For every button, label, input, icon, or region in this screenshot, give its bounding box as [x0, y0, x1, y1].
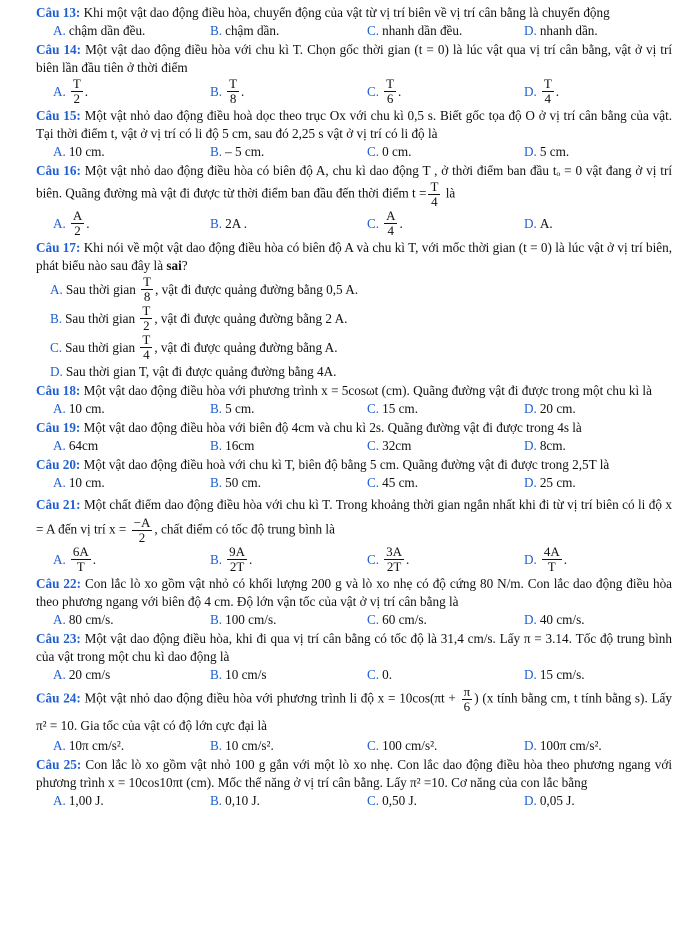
fraction-denominator: 4 [143, 347, 150, 362]
option-text: 10π cm/s². [68, 738, 125, 753]
question-text: Con lắc lò xo gồm vật nhỏ có khối lượng 200 g và lò xo nhẹ có độ cứng 80 N/m. Con lắc dao động điều hòa theo phương ngang với biên độ 4 cm. Độ lớn vận tốc của vật ở vị trí cân bằng là [36, 576, 673, 609]
option-text: 50 cm. [225, 475, 261, 490]
option-a [36, 666, 193, 684]
question-text: Con lắc lò xo gồm vật nhỏ 100 g gắn với một lò xo nhẹ. Con lắc dao động điều hòa theo phương ngang với phương trình x = 10cos10πt (cm). Mốc thế năng ở vị trí cân bằng. Lấy π² =10. Cơ năng của con lắc bằng [36, 757, 673, 790]
option-suffix: . [92, 551, 97, 567]
option-label: A. [53, 475, 66, 490]
option-label: C. [367, 438, 380, 453]
option-suffix: . [555, 83, 560, 99]
option-label: D. [524, 793, 537, 808]
question-number: Câu 14: [36, 42, 82, 57]
option-text: 25 cm. [539, 475, 576, 490]
option-text: 8cm. [539, 438, 566, 453]
option-text: 32cm [382, 438, 412, 453]
question-number: Câu 13: [36, 5, 81, 20]
fraction-numerator: T [543, 76, 552, 91]
option-text: 10 cm/s². [225, 738, 274, 753]
option-label: D. [524, 401, 537, 416]
option-label: D. [524, 144, 537, 159]
option-d [507, 143, 667, 161]
option-label: D. [524, 738, 537, 753]
fraction-numerator: T [386, 76, 395, 91]
question-text: Một vật dao động điều hoà với chu kì T, biên độ bằng 5 cm. Quãng đường vật đi được trong 2,5T là [83, 457, 610, 472]
fraction-denominator: T [76, 559, 85, 574]
option-text: nhanh dần đều. [382, 23, 463, 38]
statement-post: , vật đi được quảng đường bằng 2 A. [154, 310, 348, 326]
option-d [507, 437, 667, 455]
statement-post: , vật đi được quảng đường bằng A. [154, 339, 338, 355]
option-c [350, 437, 507, 455]
option-label: A. [53, 438, 66, 453]
option-b [193, 474, 350, 492]
option-label: C. [367, 401, 380, 416]
option-a [36, 143, 193, 161]
option-a [36, 400, 193, 418]
options-25 [36, 792, 672, 810]
option-label: B. [50, 310, 63, 326]
option-label: A. [53, 83, 66, 99]
fraction-denominator: T [547, 559, 556, 574]
question-text: Một vật nhỏ dao động điều hoà dọc theo trục Ox với chu kì 0,5 s. Biết gốc tọa độ O ở vị trí cân bằng của vật. Tại thời điểm t, vật ở vị trí có li độ 5 cm, sau đó 2,25 s vật ở vị trí có li độ là [36, 108, 673, 141]
options-22 [36, 611, 672, 629]
fraction-numerator: 6A [72, 544, 89, 559]
option-suffix: . [86, 215, 90, 231]
option-label: D. [50, 364, 63, 379]
question-number: Câu 16: [36, 163, 81, 178]
question-number: Câu 24: [36, 690, 81, 706]
fraction [71, 77, 83, 106]
fraction-denominator: 2 [143, 318, 150, 333]
fraction [141, 275, 153, 304]
option-a [36, 22, 193, 40]
option-text: 5 cm. [539, 144, 570, 159]
question-20 [36, 456, 672, 474]
options-18 [36, 400, 672, 418]
option-label: C. [367, 738, 380, 753]
option-c [350, 611, 507, 629]
fraction-numerator: T [142, 332, 151, 347]
option-text: 10 cm. [68, 401, 105, 416]
option-label: C. [367, 475, 380, 490]
options-13 [36, 22, 672, 40]
option-d [507, 22, 667, 40]
question-text: Một chất điểm dao động điều hòa với chu kì T. Trong khoảng thời gian ngắn nhất khi đi từ vị trí biên có li độ x = A đến vị trí [36, 497, 673, 537]
statement-d [36, 362, 672, 382]
fraction [428, 180, 440, 209]
fraction-denominator: 2T [229, 559, 245, 574]
option-label: C. [50, 339, 63, 355]
question-24 [36, 685, 672, 737]
option-b [193, 437, 350, 455]
option-text: 16cm [225, 438, 255, 453]
fraction [132, 516, 153, 545]
options-16 [36, 209, 672, 238]
option-text: chậm dần đều. [68, 23, 146, 38]
option-d [507, 737, 667, 755]
option-a [36, 474, 193, 492]
fraction [71, 209, 84, 238]
statement-c [36, 333, 672, 362]
fraction-denominator: 6 [386, 91, 394, 106]
option-suffix: . [399, 215, 403, 231]
option-text: 20 cm. [539, 401, 576, 416]
question-15 [36, 107, 672, 143]
option-text: 0. [382, 667, 392, 682]
fraction-numerator: T [430, 179, 439, 194]
option-b [193, 400, 350, 418]
fraction-denominator: 2 [74, 223, 81, 238]
option-label: D. [524, 215, 537, 231]
question-number: Câu 17: [36, 240, 81, 255]
emphasis-word: sai [166, 258, 182, 273]
fraction-denominator: 4 [431, 194, 438, 209]
option-b [193, 545, 350, 574]
question-text: Khi một vật dao động điều hòa, chuyển động của vật từ vị trí biên về vị trí cân bằng là chuyển động [83, 5, 610, 20]
option-label: C. [367, 215, 380, 231]
question-16 [36, 162, 672, 209]
option-a [36, 77, 193, 106]
question-text-end: là [445, 185, 456, 201]
statement-pre: Sau thời gian T, vật đi được quảng đường bằng 4A. [65, 364, 337, 379]
fraction [140, 333, 152, 362]
option-text: chậm dần. [225, 23, 280, 38]
option-label: B. [210, 667, 223, 682]
option-suffix: . [248, 551, 253, 567]
option-c [350, 400, 507, 418]
option-b [193, 22, 350, 40]
fraction-denominator: 2T [386, 559, 402, 574]
question-text: Một vật dao động điều hòa, khi đi qua vị trí cân bằng có tốc độ là 31,4 cm/s. Lấy π = 3.14. Tốc độ trung bình của vật trong một chu kì dao động là [36, 631, 672, 664]
question-number: Câu 21: [36, 497, 81, 512]
option-text: 10 cm. [68, 475, 105, 490]
question-text: Một vật nhỏ dao động điều hòa với phương trình li độ x = 10cos(πt + [84, 690, 456, 706]
question-text: Một vật dao động điều hòa với biên độ 4cm và chu kì 2s. Quãng đường vật đi được trong 4s là [83, 420, 582, 435]
option-b [193, 143, 350, 161]
options-19 [36, 437, 672, 455]
option-d [507, 792, 667, 810]
question-text: Một vật dao động điều hòa với phương trình x = 5cosωt (cm). Quãng đường vật đi được trong một chu kì là [83, 383, 652, 398]
question-number: Câu 19: [36, 420, 81, 435]
option-text: 40 cm/s. [539, 612, 585, 627]
question-number: Câu 23: [36, 631, 81, 646]
option-label: A. [53, 793, 66, 808]
option-label: D. [524, 475, 537, 490]
option-label: B. [210, 401, 223, 416]
fraction-numerator: 9A [229, 544, 245, 559]
question-number: Câu 22: [36, 576, 81, 591]
option-label: B. [210, 612, 223, 627]
option-label: A. [53, 215, 66, 231]
question-23 [36, 630, 672, 666]
option-d [507, 474, 667, 492]
options-23 [36, 666, 672, 684]
fraction [71, 545, 91, 574]
fraction-denominator: 8 [143, 289, 151, 304]
option-c [350, 143, 507, 161]
question-number: Câu 15: [36, 108, 81, 123]
question-text-end: , chất điểm có tốc độ trung bình là [154, 521, 335, 537]
fraction-numerator: A [72, 208, 83, 223]
statement-pre: Sau thời gian [65, 281, 136, 297]
option-text: 0,50 J. [382, 793, 417, 808]
fraction [542, 77, 554, 106]
statement-a [36, 275, 672, 304]
option-label: C. [367, 551, 380, 567]
option-text: 10 cm/s [225, 667, 267, 682]
option-b [193, 77, 350, 106]
option-c [350, 792, 507, 810]
options-15 [36, 143, 672, 161]
option-a [36, 209, 193, 238]
option-a [36, 437, 193, 455]
option-d [507, 209, 667, 238]
option-text: – 5 cm. [225, 144, 265, 159]
statement-pre: Sau thời gian [65, 310, 136, 326]
fraction [462, 685, 473, 714]
fraction-denominator: 2 [73, 91, 81, 106]
fraction-numerator: π [463, 684, 471, 699]
option-text: 80 cm/s. [68, 612, 114, 627]
option-c [350, 545, 507, 574]
option-c [350, 737, 507, 755]
statement-post: , vật đi được quảng đường bằng 0,5 A. [155, 281, 359, 297]
option-text: 1,00 J. [68, 793, 104, 808]
option-label: D. [524, 612, 537, 627]
position-expression: x = [109, 521, 127, 537]
option-label: A. [50, 281, 63, 297]
fraction-numerator: T [229, 76, 238, 91]
options-21 [36, 545, 672, 574]
option-b [193, 611, 350, 629]
option-d [507, 611, 667, 629]
question-21 [36, 493, 672, 545]
option-suffix: . [84, 83, 89, 99]
fraction [542, 545, 562, 574]
option-suffix: . [563, 551, 568, 567]
option-text: 15 cm/s. [539, 667, 585, 682]
option-label: A. [53, 23, 66, 38]
option-text: 2A . [225, 215, 248, 231]
option-c [350, 666, 507, 684]
option-label: B. [210, 215, 223, 231]
fraction [140, 304, 152, 333]
option-d [507, 545, 667, 574]
option-text: 0,10 J. [225, 793, 260, 808]
option-a [36, 611, 193, 629]
option-c [350, 209, 507, 238]
option-label: A. [53, 738, 66, 753]
fraction-numerator: T [72, 76, 81, 91]
option-label: C. [367, 144, 380, 159]
option-text: 100π cm/s². [539, 738, 602, 753]
option-suffix: . [241, 83, 245, 99]
option-label: A. [53, 612, 66, 627]
option-label: A. [53, 401, 66, 416]
question-22 [36, 575, 672, 611]
question-text: Khi nói về một vật dao động điều hòa có biên độ A và chu kì T, với mốc thời gian (t = 0) là lúc vật ở vị trí biên, phát biểu nào sau đây là [36, 240, 673, 273]
question-25 [36, 756, 672, 792]
option-suffix: . [398, 83, 402, 99]
option-label: D. [524, 438, 537, 453]
option-text: 5 cm. [225, 401, 255, 416]
option-b [193, 792, 350, 810]
option-suffix: . [405, 551, 410, 567]
option-text: 20 cm/s [68, 667, 111, 682]
option-b [193, 737, 350, 755]
fraction-denominator: 4 [544, 91, 552, 106]
fraction [227, 77, 239, 106]
option-label: C. [367, 793, 380, 808]
option-a [36, 792, 193, 810]
option-label: D. [524, 83, 537, 99]
option-d [507, 77, 667, 106]
option-b [193, 209, 350, 238]
question-14 [36, 41, 672, 77]
option-text: 45 cm. [382, 475, 418, 490]
statement-b [36, 304, 672, 333]
option-label: D. [524, 551, 537, 567]
option-label: C. [367, 612, 380, 627]
option-label: B. [210, 23, 223, 38]
option-a [36, 545, 193, 574]
question-17 [36, 239, 672, 275]
question-number: Câu 20: [36, 457, 81, 472]
fraction-denominator: 2 [138, 530, 146, 545]
question-number: Câu 18: [36, 383, 81, 398]
option-d [507, 666, 667, 684]
option-label: B. [210, 738, 223, 753]
option-b [193, 666, 350, 684]
fraction-numerator: A [386, 208, 396, 223]
option-text: 0 cm. [382, 144, 412, 159]
options-20 [36, 474, 672, 492]
option-d [507, 400, 667, 418]
option-text: 100 cm/s. [225, 612, 277, 627]
fraction [384, 209, 397, 238]
option-label: A. [53, 551, 66, 567]
question-19 [36, 419, 672, 437]
option-a [36, 737, 193, 755]
option-label: B. [210, 793, 223, 808]
option-label: A. [53, 144, 66, 159]
option-text: 0,05 J. [539, 793, 575, 808]
option-text: 15 cm. [382, 401, 418, 416]
fraction-numerator: 4A [543, 544, 560, 559]
option-text: 10 cm. [68, 144, 105, 159]
option-label: B. [210, 144, 223, 159]
option-label: D. [524, 667, 537, 682]
option-label: D. [524, 23, 537, 38]
fraction-numerator: 3A [386, 544, 402, 559]
question-13 [36, 4, 672, 22]
question-18 [36, 382, 672, 400]
question-text: Một vật nhỏ dao động điều hòa có biên độ A, chu kì dao động T , ở thời điểm ban đầu tₒ = 0 vật đang ở vị trí biên. Quãng đường mà vật đi được từ thời điểm ban đầu đến thời điểm [36, 163, 673, 201]
question-number: Câu 25: [36, 757, 82, 772]
option-text: A. [539, 215, 553, 231]
statement-pre: Sau thời gian [65, 339, 136, 355]
option-c [350, 474, 507, 492]
option-label: A. [53, 667, 66, 682]
option-c [350, 22, 507, 40]
question-text: Một vật dao động điều hòa với chu kì T. Chọn gốc thời gian (t = 0) là lúc vật qua vị trí cân bằng, vật ở vị trí biên lần đầu tiên ở thời điểm [36, 42, 673, 75]
option-label: B. [210, 551, 223, 567]
time-expression: t = [412, 185, 427, 201]
question-text-end: ? [181, 258, 188, 273]
option-c [350, 77, 507, 106]
option-label: C. [367, 667, 380, 682]
fraction-numerator: T [142, 303, 151, 318]
option-label: B. [210, 438, 223, 453]
question-text-end: ) (x tính bằng cm, t tính bằng s). Lấy π² = 10. Gia tốc của vật có độ lớn cực đại là [36, 690, 672, 733]
options-14 [36, 77, 672, 106]
fraction [384, 545, 404, 574]
option-text: 100 cm/s². [382, 738, 438, 753]
fraction-numerator: −A [133, 515, 151, 530]
options-24 [36, 737, 672, 755]
option-label: C. [367, 83, 380, 99]
fraction [227, 545, 247, 574]
fraction [384, 77, 396, 106]
option-label: C. [367, 23, 380, 38]
fraction-denominator: 8 [229, 91, 237, 106]
option-label: B. [210, 83, 223, 99]
option-text: 60 cm/s. [382, 612, 427, 627]
option-text: nhanh dần. [539, 23, 598, 38]
fraction-denominator: 4 [387, 223, 395, 238]
option-label: B. [210, 475, 223, 490]
option-text: 64cm [68, 438, 99, 453]
fraction-denominator: 6 [463, 699, 471, 714]
fraction-numerator: T [143, 274, 152, 289]
